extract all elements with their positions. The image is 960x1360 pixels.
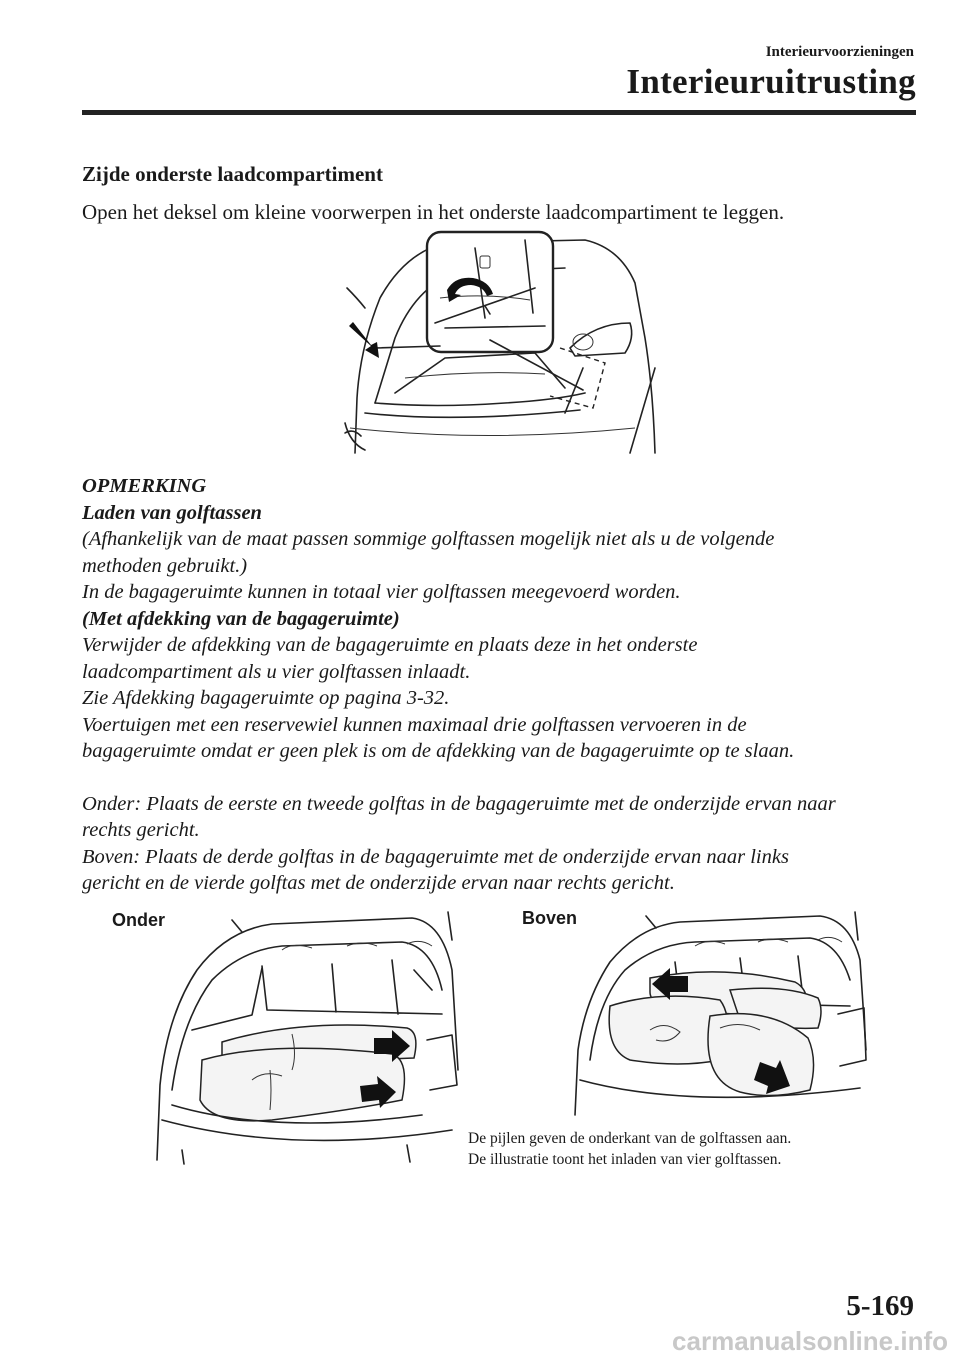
note-line: bagageruimte omdat er geen plek is om de afdekking van de bagageruimte op te slaan. <box>82 740 795 762</box>
section-title: Interieuruitrusting <box>626 62 916 101</box>
note-line: Onder: Plaats de eerste en tweede golftas in de bagageruimte met de onderzijde ervan naar <box>82 792 836 815</box>
note-line: Verwijder de afdekking van de bagageruimte en plaats deze in het onderste <box>82 634 698 656</box>
note-line: In de bagageruimte kunnen in totaal vier golftassen meegevoerd worden. <box>82 581 681 603</box>
intro-paragraph: Open het deksel om kleine voorwerpen in het onderste laadcompartiment te leggen. <box>82 200 785 224</box>
header-rule <box>82 110 916 115</box>
caption-line-1: De pijlen geven de onderkant van de golftassen aan. <box>468 1130 792 1147</box>
golfbags-upper-illustration <box>570 910 870 1120</box>
note-line: Zie Afdekking bagageruimte op pagina 3-32. <box>82 687 450 709</box>
page-number: 5-169 <box>846 1290 914 1322</box>
caption-line-2: De illustratie toont het inladen van vier golftassen. <box>468 1151 782 1168</box>
chapter-title: Interieurvoorzieningen <box>765 44 914 60</box>
note-line: (Met afdekking van de bagageruimte) <box>82 607 400 630</box>
note-line: methoden gebruikt.) <box>82 554 248 577</box>
note-subtitle: Laden van golftassen <box>82 501 262 524</box>
trunk-compartment-illustration <box>335 228 665 458</box>
note-line: (Afhankelijk van de maat passen sommige golftassen mogelijk niet als u de volgende <box>82 528 775 550</box>
note-block <box>82 473 912 897</box>
figure-label-boven: Boven <box>522 908 578 928</box>
watermark: carmanualsonline.info <box>672 1326 948 1356</box>
note-line: Boven: Plaats de derde golftas in de bagageruimte met de onderzijde ervan naar links <box>82 845 789 868</box>
note-line: laadcompartiment als u vier golftassen inlaadt. <box>82 660 471 683</box>
note-line: Voertuigen met een reservewiel kunnen maximaal drie golftassen vervoeren in de <box>82 713 747 736</box>
figure-label-onder: Onder <box>112 910 166 930</box>
golfbags-lower-illustration <box>152 910 462 1168</box>
note-line: rechts gericht. <box>82 819 200 841</box>
subsection-heading: Zijde onderste laadcompartiment <box>82 162 383 186</box>
figure-caption <box>468 1128 791 1170</box>
note-line: gericht en de vierde golftas met de onderzijde ervan naar rechts gericht. <box>82 872 675 894</box>
note-title: OPMERKING <box>82 475 207 497</box>
